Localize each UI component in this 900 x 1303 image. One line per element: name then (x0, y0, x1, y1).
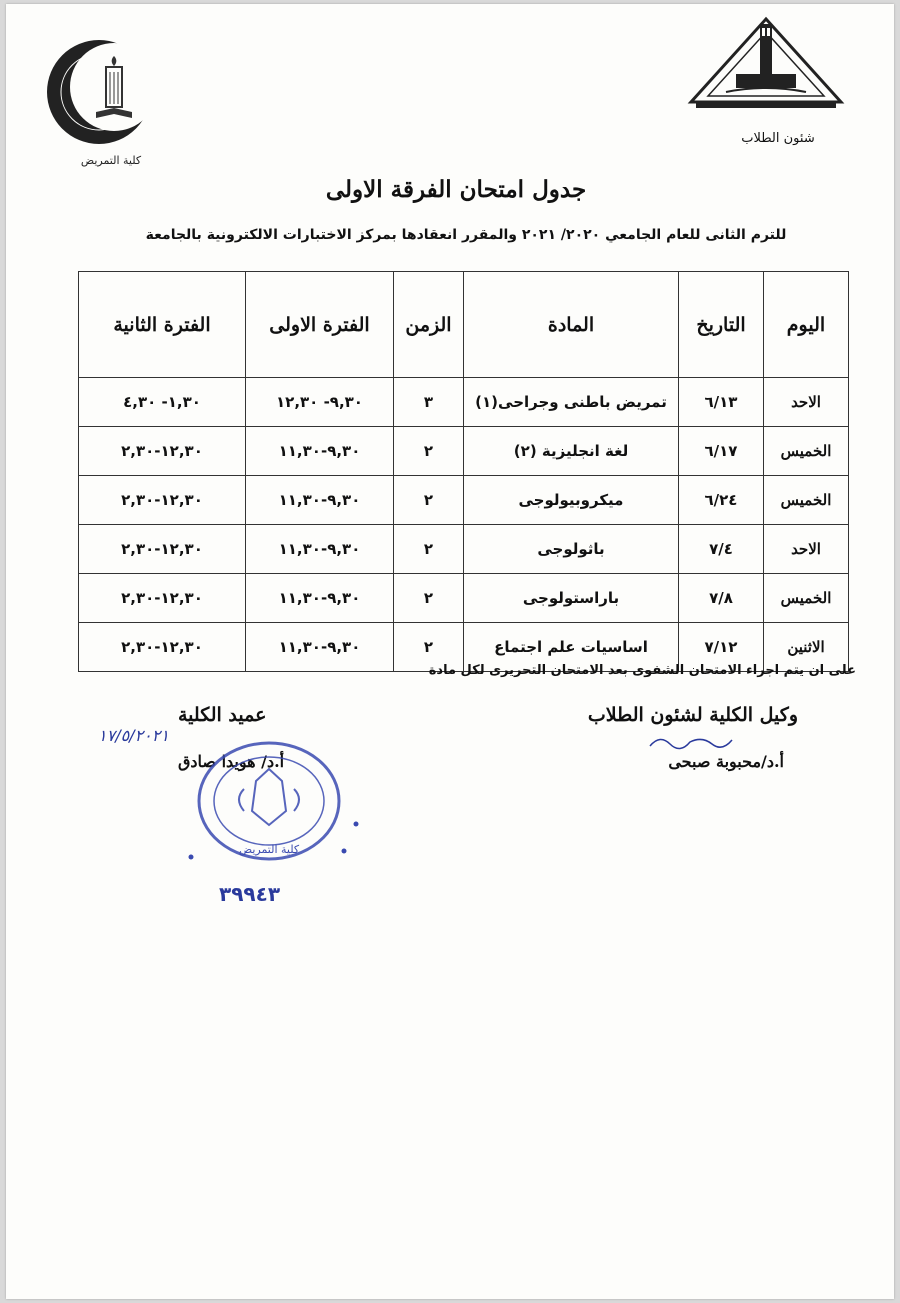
handwritten-number: ٣٩٩٤٣ (219, 882, 281, 906)
cell-subject: اساسيات علم اجتماع (464, 623, 679, 672)
cell-subject: باراستولوجى (464, 574, 679, 623)
cell-duration: ٢ (394, 476, 464, 525)
department-label: شئون الطلاب (741, 131, 815, 146)
cell-duration: ٢ (394, 574, 464, 623)
vice-dean-name: أ.د/محبوبة صبحى (668, 752, 784, 771)
cell-duration: ٢ (394, 525, 464, 574)
header-day: اليوم (764, 272, 849, 378)
exam-schedule-table (78, 271, 849, 672)
vice-dean-signature-scribble (646, 732, 736, 752)
table-row (79, 525, 849, 574)
cell-period-1: ٩,٣٠- ١٢,٣٠ (246, 378, 394, 427)
cell-period-2: ١٢,٣٠-٢,٣٠ (79, 574, 246, 623)
cell-date: ٦/١٣ (679, 378, 764, 427)
cell-day: الخميس (764, 574, 849, 623)
cell-subject: تمريض باطنى وجراحى(١) (464, 378, 679, 427)
cell-day: الخميس (764, 427, 849, 476)
cell-date: ٧/٤ (679, 525, 764, 574)
cell-period-2: ١٢,٣٠-٢,٣٠ (79, 476, 246, 525)
cell-period-1: ٩,٣٠-١١,٣٠ (246, 525, 394, 574)
cell-period-1: ٩,٣٠-١١,٣٠ (246, 623, 394, 672)
cell-period-2: ١٢,٣٠-٢,٣٠ (79, 623, 246, 672)
header-subject: المادة (464, 272, 679, 378)
table-row (79, 427, 849, 476)
header-date: التاريخ (679, 272, 764, 378)
cell-period-2: ١٢,٣٠-٢,٣٠ (79, 427, 246, 476)
cell-day: الاحد (764, 378, 849, 427)
benha-university-logo (686, 14, 846, 114)
cell-period-1: ٩,٣٠-١١,٣٠ (246, 427, 394, 476)
document-page (6, 4, 894, 1299)
oral-exam-note: على ان يتم اجراء الامتحان الشفوى بعد الامتحان التحريرى لكل مادة (428, 663, 856, 678)
cell-date: ٧/٨ (679, 574, 764, 623)
table-row (79, 574, 849, 623)
table-header-row (79, 272, 849, 378)
cell-date: ٧/١٢ (679, 623, 764, 672)
cell-subject: لغة انجليزية (٢) (464, 427, 679, 476)
cell-duration: ٣ (394, 378, 464, 427)
faculty-of-nursing-logo (44, 32, 154, 152)
cell-period-2: ١,٣٠- ٤,٣٠ (79, 378, 246, 427)
cell-date: ٦/١٧ (679, 427, 764, 476)
cell-period-1: ٩,٣٠-١١,٣٠ (246, 476, 394, 525)
cell-day: الاحد (764, 525, 849, 574)
cell-period-2: ١٢,٣٠-٢,٣٠ (79, 525, 246, 574)
document-title: جدول امتحان الفرقة الاولى (325, 176, 587, 203)
faculty-caption: كلية التمريض (80, 154, 142, 167)
document-subtitle: للترم الثانى للعام الجامعي ٢٠٢٠/ ٢٠٢١ والمقرر انعقادها بمركز الاختبارات الالكترونية بالجامعة (145, 227, 787, 243)
cell-duration: ٢ (394, 427, 464, 476)
dean-name: أ.د/ هويدا صادق (178, 752, 285, 771)
dean-title: عميد الكلية (178, 704, 267, 726)
table-row (79, 378, 849, 427)
stamp-text: كلية التمريض (238, 843, 300, 856)
cell-subject: باثولوجى (464, 525, 679, 574)
cell-period-1: ٩,٣٠-١١,٣٠ (246, 574, 394, 623)
header-duration: الزمن (394, 272, 464, 378)
cell-subject: ميكروبيولوجى (464, 476, 679, 525)
cell-date: ٦/٢٤ (679, 476, 764, 525)
header-period-1: الفترة الاولى (246, 272, 394, 378)
stamp-dots (186, 809, 366, 869)
cell-day: الخميس (764, 476, 849, 525)
header-period-2: الفترة الثانية (79, 272, 246, 378)
handwritten-date: ١٧/٥/٢٠٢١ (98, 726, 169, 745)
cell-day: الاثنين (764, 623, 849, 672)
table-row (79, 476, 849, 525)
vice-dean-title: وكيل الكلية لشئون الطلاب (587, 704, 798, 726)
cell-duration: ٢ (394, 623, 464, 672)
